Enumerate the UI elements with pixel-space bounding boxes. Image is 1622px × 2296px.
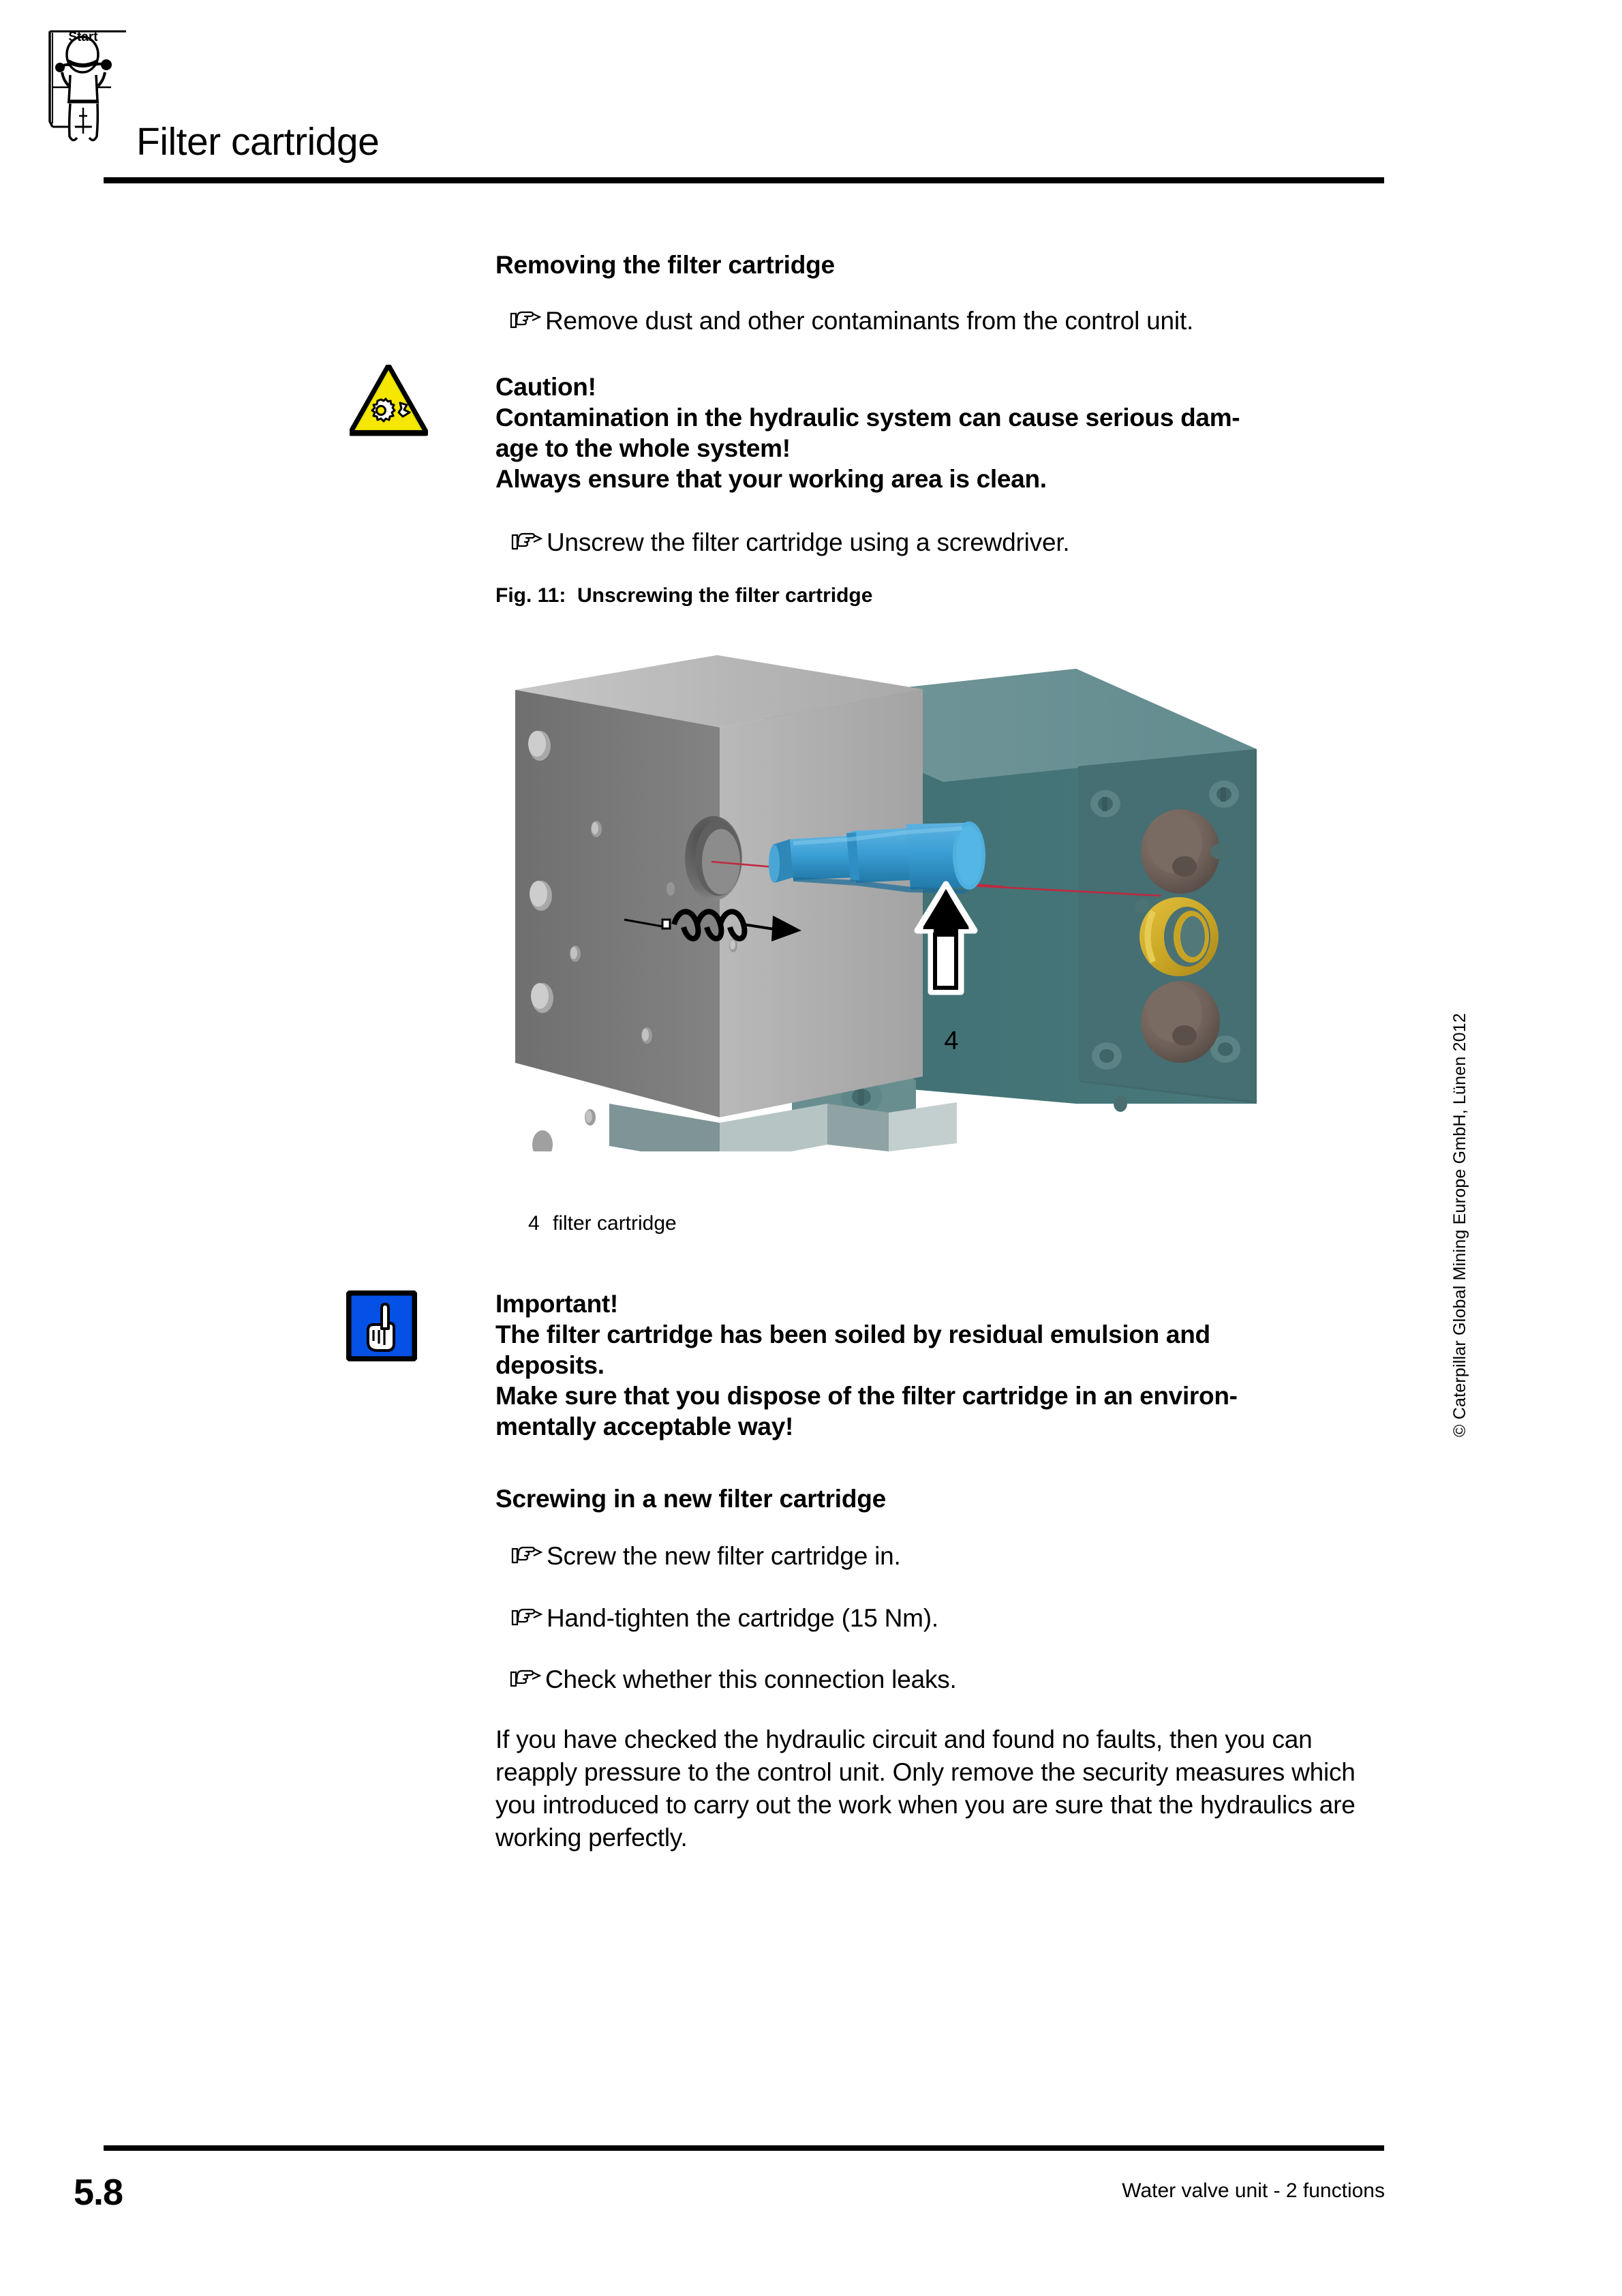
caution-title: Caution!	[495, 373, 596, 401]
important-line-1: The filter cartridge has been soiled by residual emulsion and	[495, 1320, 1210, 1348]
step-unscrew-cartridge	[511, 528, 1070, 557]
pointing-hand-bullet-icon	[510, 1669, 541, 1689]
step-remove-dust-text: Remove dust and other contaminants from the control unit.	[545, 307, 1194, 335]
caution-line-2: age to the whole system!	[495, 434, 791, 462]
step-screw-in-text: Screw the new filter cartridge in.	[547, 1542, 901, 1570]
important-title: Important!	[495, 1290, 618, 1318]
header-divider	[104, 177, 1384, 183]
footer-page-number: 5.8	[74, 2172, 123, 2213]
step-check-leaks-text: Check whether this connection leaks.	[545, 1665, 957, 1693]
footer-document-title: Water valve unit - 2 functions	[1122, 2179, 1385, 2202]
important-line-3: Make sure that you dispose of the filter cartridge in an environ-	[495, 1382, 1238, 1410]
pointing-hand-bullet-icon	[511, 1545, 542, 1566]
step-unscrew-text: Unscrew the filter cartridge using a screwdriver.	[547, 528, 1070, 556]
caution-line-3: Always ensure that your working area is clean.	[495, 465, 1047, 493]
person-raising-arms-icon	[37, 12, 129, 149]
figure-number: Fig. 11:	[495, 584, 566, 607]
figure-callout-label-4: 4	[944, 1027, 959, 1055]
figure-legend-item	[528, 1212, 677, 1235]
page-header	[0, 0, 1622, 191]
pointing-hand-bullet-icon	[511, 1607, 542, 1628]
page-title: Filter cartridge	[136, 120, 380, 164]
step-hand-tighten	[511, 1604, 938, 1633]
step-screw-in	[511, 1542, 901, 1571]
caution-warning-triangle-icon	[350, 365, 428, 436]
figure-caption	[495, 584, 872, 607]
heading-screwing-new-cartridge: Screwing in a new filter cartridge	[495, 1485, 887, 1513]
figure-unscrewing-filter-cartridge	[507, 626, 1264, 1151]
pointing-hand-bullet-icon	[510, 310, 541, 331]
step-hand-tighten-text: Hand-tighten the cartridge (15 Nm).	[547, 1604, 938, 1632]
heading-removing-filter-cartridge: Removing the filter cartridge	[495, 251, 835, 279]
figure-caption-text: Unscrewing the filter cartridge	[577, 584, 873, 607]
step-check-leaks	[510, 1665, 957, 1694]
closing-paragraph: If you have checked the hydraulic circuit and found no faults, then you can reapply pressure to the control unit. Only remove the security measures which you introduced to carry out the work when you are sure that the hydraulics are working perfectly.	[495, 1725, 1356, 1852]
footer-divider	[104, 2145, 1384, 2151]
caution-line-1: Contamination in the hydraulic system can cause serious dam-	[495, 404, 1240, 432]
important-line-2: deposits.	[495, 1351, 605, 1379]
important-note-hand-icon	[346, 1290, 417, 1361]
important-line-4: mentally acceptable way!	[495, 1413, 793, 1440]
copyright-notice: © Caterpillar Global Mining Europe GmbH, Lünen 2012	[1450, 1012, 1469, 1437]
figure-legend-number: 4	[528, 1212, 540, 1235]
pointing-hand-bullet-icon	[511, 532, 542, 552]
figure-legend-label: filter cartridge	[553, 1212, 677, 1235]
header-icon-start-label: Start	[68, 30, 98, 44]
lower-control-knob	[1141, 981, 1220, 1063]
step-remove-dust	[510, 307, 1193, 335]
